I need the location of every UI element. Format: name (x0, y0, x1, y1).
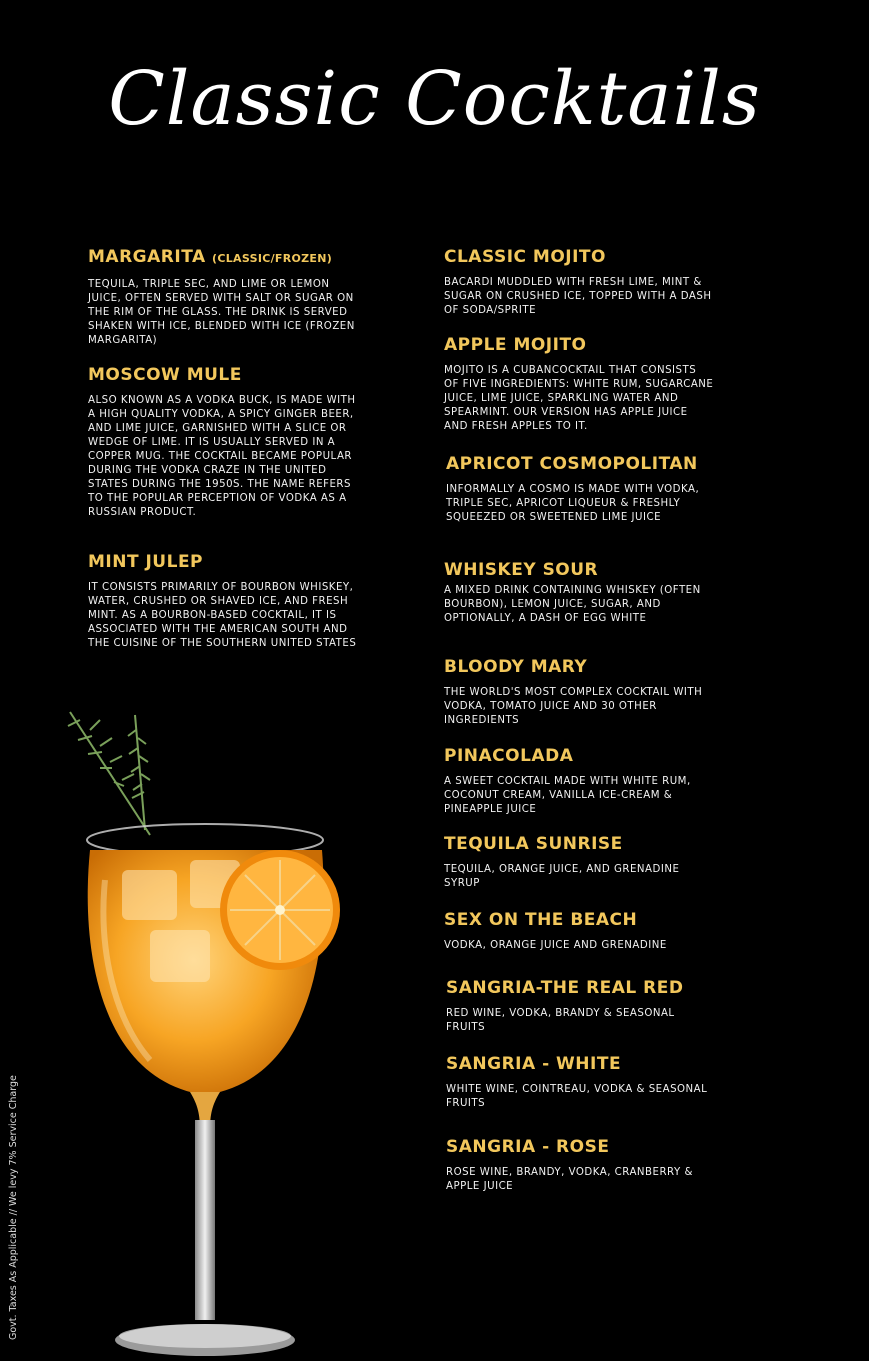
menu-item-sex-on-the-beach (444, 910, 724, 953)
item-name: BLOODY MARY (444, 657, 588, 677)
item-description: IT CONSISTS PRIMARILY OF BOURBON WHISKEY, WATER, CRUSHED OR SHAVED ICE, AND FRESH MINT. AS A BOURBON-BASED COCKTAIL, IT IS ASSOCIATED WITH THE AMERICAN SOUTH AND THE CUISINE OF THE SOUTHERN UNITED STATES (88, 582, 357, 649)
item-description: A MIXED DRINK CONTAINING WHISKEY (OFTEN BOURBON), LEMON JUICE, SUGAR, AND OPTIONALLY, A DASH OF EGG WHITE (444, 585, 701, 624)
item-name: MOSCOW MULE (88, 365, 242, 385)
menu-item-bloody-mary (444, 657, 724, 728)
item-name: APPLE MOJITO (444, 335, 587, 355)
menu-item-sangria-red (446, 978, 726, 1035)
item-description: A SWEET COCKTAIL MADE WITH WHITE RUM, COCONUT CREAM, VANILLA ICE-CREAM & PINEAPPLE JUICE (444, 776, 691, 815)
item-name: TEQUILA SUNRISE (444, 834, 623, 854)
item-description: BACARDI MUDDLED WITH FRESH LIME, MINT & SUGAR ON CRUSHED ICE, TOPPED WITH A DASH OF SODA/SPRITE (444, 277, 712, 316)
menu-item-whiskey-sour (444, 560, 724, 626)
item-description: RED WINE, VODKA, BRANDY & SEASONAL FRUITS (446, 1008, 675, 1033)
item-subtitle: (CLASSIC/FROZEN) (212, 252, 333, 265)
menu-item-apple-mojito (444, 335, 724, 434)
item-description: MOJITO IS A CUBANCOCKTAIL THAT CONSISTS OF FIVE INGREDIENTS: WHITE RUM, SUGARCANE JUICE, LIME JUICE, SPARKLING WATER AND SPEARMINT. OUR VERSION HAS APPLE JUICE AND FRESH APPLES TO IT. (444, 365, 714, 432)
item-description: THE WORLD'S MOST COMPLEX COCKTAIL WITH VODKA, TOMATO JUICE AND 30 OTHER INGREDIENTS (444, 687, 703, 726)
item-name: SANGRIA-THE REAL RED (446, 978, 684, 998)
item-name: MINT JULEP (88, 552, 204, 572)
menu-item-classic-mojito (444, 247, 724, 318)
menu-item-sangria-white (446, 1054, 726, 1111)
orange-slice (220, 850, 340, 970)
item-description: ALSO KNOWN AS A VODKA BUCK, IS MADE WITH A HIGH QUALITY VODKA, A SPICY GINGER BEER, AND LIME JUICE, GARNISHED WITH A SLICE OR WEDGE OF LIME. IT IS USUALLY SERVED IN A COPPER MUG. THE COCKTAIL BECAME POPULAR DURING THE VODKA CRAZE IN THE UNITED STATES DURING THE 1950S. THE NAME REFERS TO THE POPULAR PERCEPTION OF VODKA AS A RUSSIAN PRODUCT. (88, 395, 356, 518)
item-description: TEQUILA, ORANGE JUICE, AND GRENADINE SYRUP (444, 864, 680, 889)
menu-item-sangria-rose (446, 1137, 726, 1194)
item-name: SEX ON THE BEACH (444, 910, 638, 930)
item-description: VODKA, ORANGE JUICE AND GRENADINE (444, 940, 667, 951)
cocktail-glass-icon (40, 700, 370, 1360)
menu-item-mint-julep (88, 552, 368, 651)
item-description: ROSE WINE, BRANDY, VODKA, CRANBERRY & APPLE JUICE (446, 1167, 693, 1192)
item-name: MARGARITA (CLASSIC/FROZEN) (88, 247, 333, 267)
item-name: CLASSIC MOJITO (444, 247, 606, 267)
item-name: WHISKEY SOUR (444, 560, 599, 580)
menu-item-pinacolada (444, 746, 724, 817)
item-name: APRICOT COSMOPOLITAN (446, 454, 698, 474)
item-name: PINACOLADA (444, 746, 574, 766)
menu-item-apricot-cosmopolitan (446, 454, 726, 525)
item-description: TEQUILA, TRIPLE SEC, AND LIME OR LEMON JUICE, OFTEN SERVED WITH SALT OR SUGAR ON THE RIM OF THE GLASS. THE DRINK IS SERVED SHAKEN WITH ICE, BLENDED WITH ICE (FROZEN MARGARITA) (88, 279, 355, 346)
menu-title: Classic Cocktails (108, 56, 761, 142)
rosemary-garnish (68, 712, 150, 835)
item-name: SANGRIA - ROSE (446, 1137, 610, 1157)
item-description: WHITE WINE, COINTREAU, VODKA & SEASONAL FRUITS (446, 1084, 708, 1109)
item-description: INFORMALLY A COSMO IS MADE WITH VODKA, TRIPLE SEC, APRICOT LIQUEUR & FRESHLY SQUEEZED OR SWEETENED LIME JUICE (446, 484, 700, 523)
menu-item-tequila-sunrise (444, 834, 724, 891)
menu-item-margarita (88, 247, 368, 348)
tax-footnote: Govt. Taxes As Applicable // We levy 7% Service Charge (8, 1075, 19, 1340)
item-name: SANGRIA - WHITE (446, 1054, 622, 1074)
menu-item-moscow-mule (88, 365, 368, 520)
